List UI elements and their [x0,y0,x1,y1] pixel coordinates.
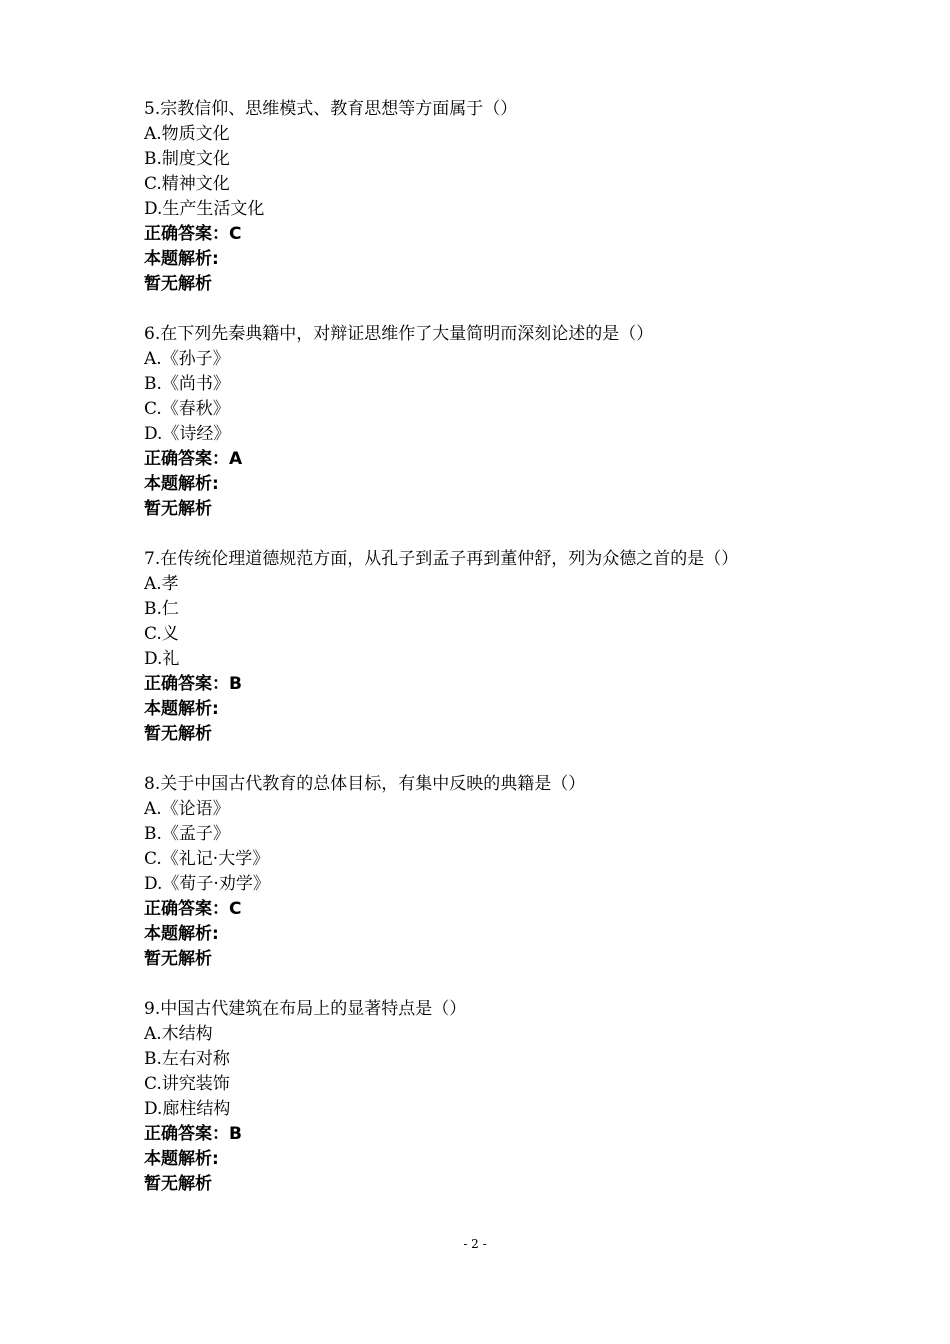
option-b: B.左右对称 [144,1049,230,1069]
option-d: D.礼 [144,649,180,669]
question-stem: 8.关于中国古代教育的总体目标，有集中反映的典籍是（） [144,774,586,794]
correct-answer [144,672,844,697]
option-c: C.《礼记·大学》 [144,849,270,869]
question-stem: 6.在下列先秦典籍中，对辩证思维作了大量简明而深刻论述的是（） [144,324,654,344]
answer-label: 正确答案： [144,224,229,244]
analysis-label: 本题解析: [144,249,219,269]
answer-value: B [229,1124,242,1144]
option-d: D.廊柱结构 [144,1099,231,1119]
option-b: B.仁 [144,599,179,619]
option-c: C.义 [144,624,179,644]
answer-value: C [229,224,242,244]
correct-answer [144,1122,844,1147]
analysis-label: 本题解析: [144,924,219,944]
page-number: - 2 - [463,1237,487,1251]
analysis-text: 暂无解析 [144,1174,212,1194]
analysis-label: 本题解析: [144,474,219,494]
option-b: B.制度文化 [144,149,230,169]
question-7 [144,547,844,747]
option-b: B.《尚书》 [144,374,230,394]
correct-answer [144,222,844,247]
question-stem: 5.宗教信仰、思维模式、教育思想等方面属于（） [144,99,518,119]
option-b: B.《孟子》 [144,824,230,844]
analysis-text: 暂无解析 [144,724,212,744]
question-stem: 7.在传统伦理道德规范方面，从孔子到孟子再到董仲舒，列为众德之首的是（） [144,549,739,569]
option-a: A.《孙子》 [144,349,230,369]
analysis-text: 暂无解析 [144,274,212,294]
option-a: A.物质文化 [144,124,230,144]
answer-value: B [229,674,242,694]
option-c: C.《春秋》 [144,399,230,419]
answer-label: 正确答案： [144,899,229,919]
option-d: D.生产生活文化 [144,199,265,219]
answer-label: 正确答案： [144,1124,229,1144]
option-a: A.孝 [144,574,179,594]
analysis-label: 本题解析: [144,1149,219,1169]
analysis-text: 暂无解析 [144,499,212,519]
option-d: D.《诗经》 [144,424,231,444]
analysis-label: 本题解析: [144,699,219,719]
option-c: C.精神文化 [144,174,230,194]
answer-value: C [229,899,242,919]
analysis-text: 暂无解析 [144,949,212,969]
question-stem: 9.中国古代建筑在布局上的显著特点是（） [144,999,467,1019]
question-8 [144,772,844,972]
option-c: C.讲究装饰 [144,1074,230,1094]
question-5 [144,97,844,297]
option-a: A.木结构 [144,1024,213,1044]
correct-answer [144,447,844,472]
question-9 [144,997,844,1197]
answer-value: A [229,449,243,469]
answer-label: 正确答案： [144,449,229,469]
answer-label: 正确答案： [144,674,229,694]
option-a: A.《论语》 [144,799,230,819]
correct-answer [144,897,844,922]
question-6 [144,322,844,522]
document-page [144,97,844,1222]
option-d: D.《荀子·劝学》 [144,874,270,894]
